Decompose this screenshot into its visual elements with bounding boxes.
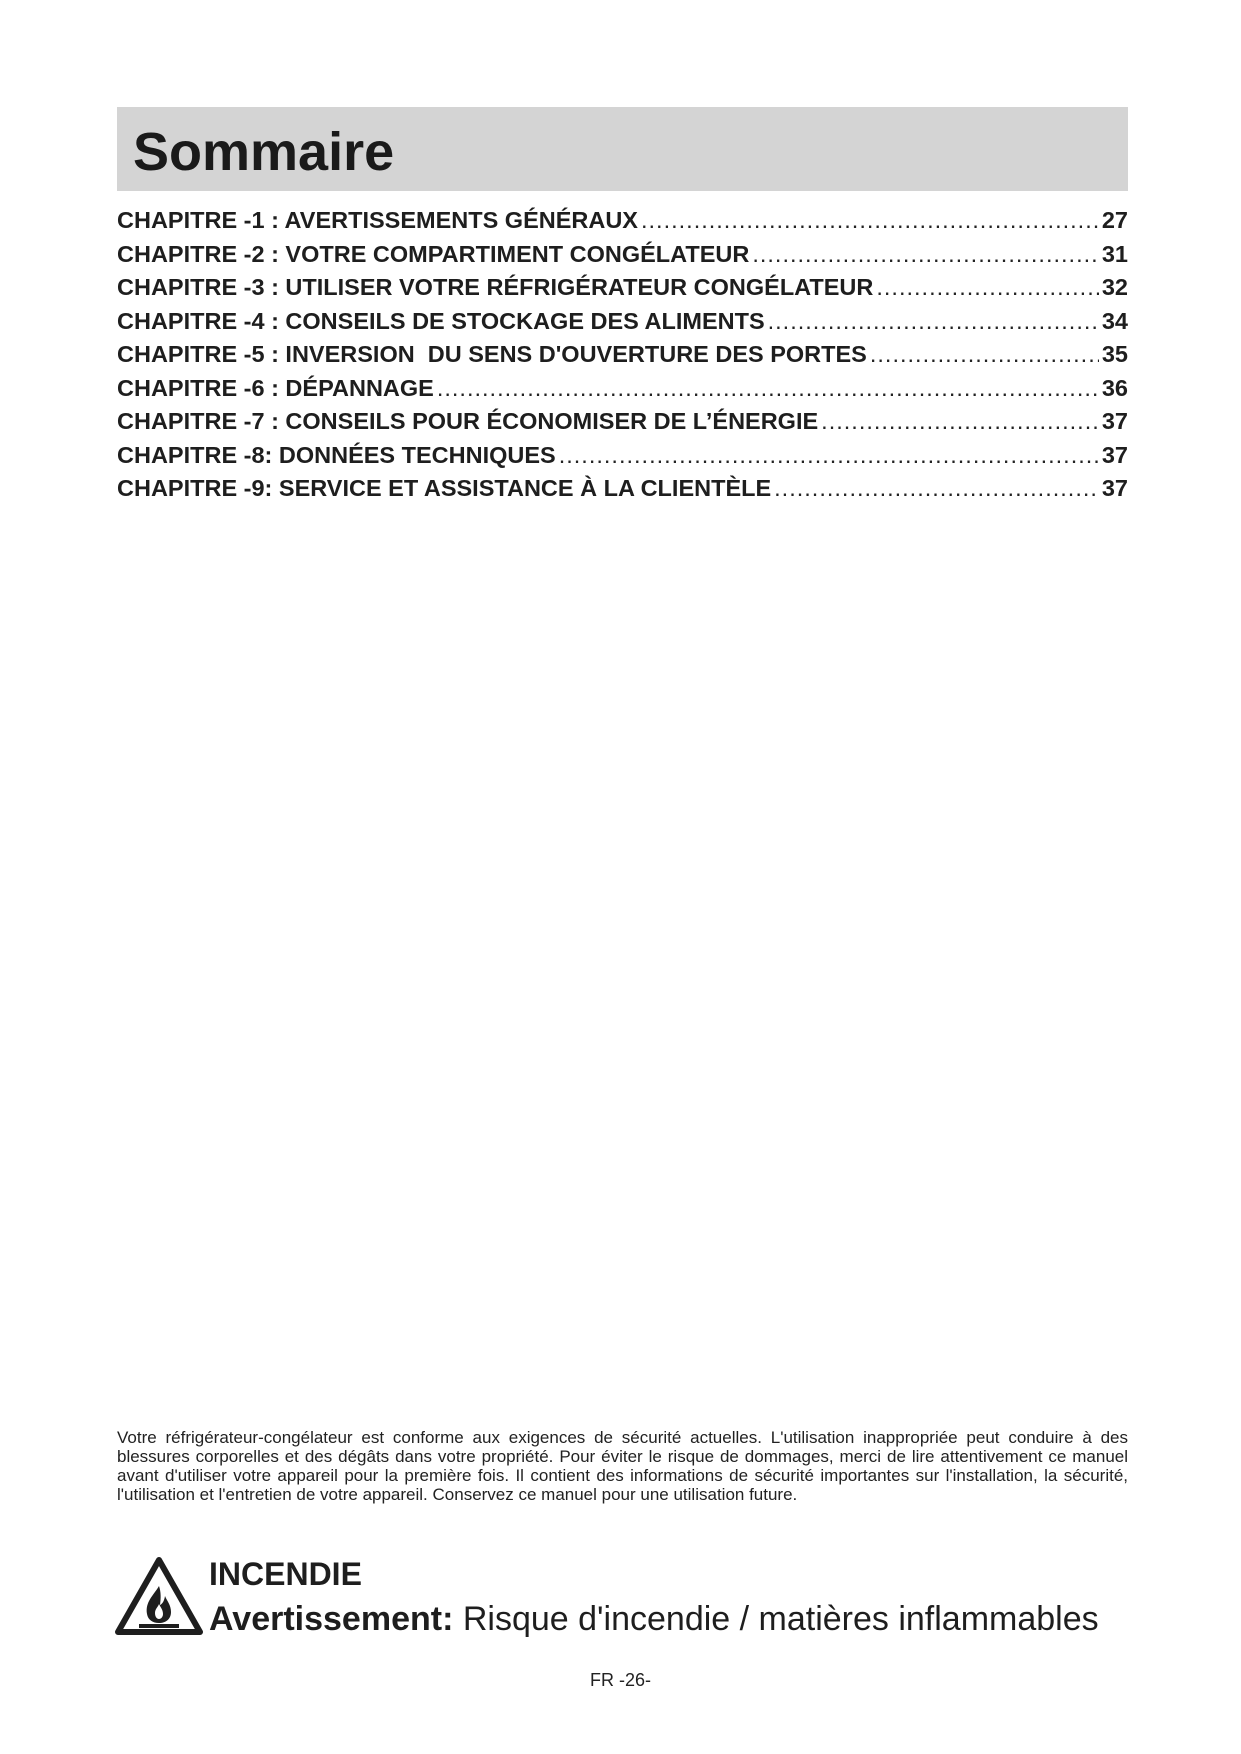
warning-title: INCENDIE bbox=[209, 1556, 362, 1592]
toc-entry-label: CHAPITRE -8: DONNÉES TECHNIQUES bbox=[117, 441, 556, 468]
page-title: Sommaire bbox=[133, 122, 395, 182]
toc-entry-label: CHAPITRE -4 : CONSEILS DE STOCKAGE DES ALIMENTS bbox=[117, 307, 765, 334]
toc-entry-page: 27 bbox=[1101, 207, 1128, 233]
toc-dot-leader bbox=[774, 475, 1099, 502]
toc-entry-page: 37 bbox=[1101, 441, 1128, 468]
toc-entry-page: 35 bbox=[1101, 341, 1128, 367]
toc-dot-leader bbox=[821, 408, 1099, 435]
toc-entry-label: CHAPITRE -2 : VOTRE COMPARTIMENT CONGÉLATEUR bbox=[117, 240, 750, 267]
toc-entry-page: 32 bbox=[1101, 274, 1128, 300]
fire-warning-icon bbox=[115, 1556, 203, 1636]
toc-dot-leader bbox=[876, 274, 1098, 301]
title-bar bbox=[117, 107, 1128, 191]
toc-entry bbox=[117, 274, 1128, 308]
toc-entry-page: 34 bbox=[1101, 307, 1128, 334]
toc-entry bbox=[117, 308, 1128, 342]
toc-dot-leader bbox=[641, 207, 1099, 234]
toc-dot-leader bbox=[437, 375, 1099, 402]
toc-entry-page: 37 bbox=[1101, 475, 1128, 501]
toc-entry-label: CHAPITRE -7 : CONSEILS POUR ÉCONOMISER DE L’ÉNERGIE bbox=[117, 408, 819, 434]
toc-entry-page: 31 bbox=[1101, 240, 1128, 267]
toc-entry-page: 37 bbox=[1101, 408, 1128, 434]
toc-entry-label: CHAPITRE -6 : DÉPANNAGE bbox=[117, 374, 434, 401]
toc-entry-page: 36 bbox=[1101, 374, 1128, 401]
toc-entry-label: CHAPITRE -5 : INVERSION DU SENS D'OUVERTURE DES PORTES bbox=[117, 341, 867, 367]
toc-entry bbox=[117, 408, 1128, 442]
warning-label: Avertissement: bbox=[209, 1600, 454, 1638]
toc-entry-label: CHAPITRE -9: SERVICE ET ASSISTANCE À LA CLIENTÈLE bbox=[117, 475, 772, 501]
table-of-contents bbox=[117, 207, 1128, 509]
toc-dot-leader bbox=[870, 341, 1099, 368]
warning-line bbox=[209, 1600, 1099, 1639]
toc-dot-leader bbox=[768, 308, 1099, 335]
toc-entry bbox=[117, 475, 1128, 509]
page-number: FR -26- bbox=[589, 1670, 651, 1690]
toc-entry-label: CHAPITRE -1 : AVERTISSEMENTS GÉNÉRAUX bbox=[117, 207, 638, 233]
toc-entry bbox=[117, 241, 1128, 275]
toc-entry-label: CHAPITRE -3 : UTILISER VOTRE RÉFRIGÉRATEUR CONGÉLATEUR bbox=[117, 274, 874, 300]
toc-dot-leader bbox=[559, 442, 1099, 469]
toc-entry bbox=[117, 341, 1128, 375]
safety-intro-paragraph: Votre réfrigérateur-congélateur est conforme aux exigences de sécurité actuelles. L'utilisation inappropriée peut conduire à des blessures corporelles et des dégâts dans votre propriété. Pour éviter le risque de dommages, merci de lire attentivement ce manuel avant d'utiliser votre appareil pour la première fois. Il contient des informations de sécurité importantes sur l'installation, la sécurité, l'utilisation et l'entretien de votre appareil. Conservez ce manuel pour une utilisation future. bbox=[117, 1428, 1128, 1504]
toc-entry bbox=[117, 207, 1128, 241]
toc-entry bbox=[117, 442, 1128, 476]
toc-dot-leader bbox=[752, 241, 1099, 268]
toc-entry bbox=[117, 375, 1128, 409]
warning-text: Risque d'incendie / matières inflammables bbox=[453, 1600, 1099, 1638]
